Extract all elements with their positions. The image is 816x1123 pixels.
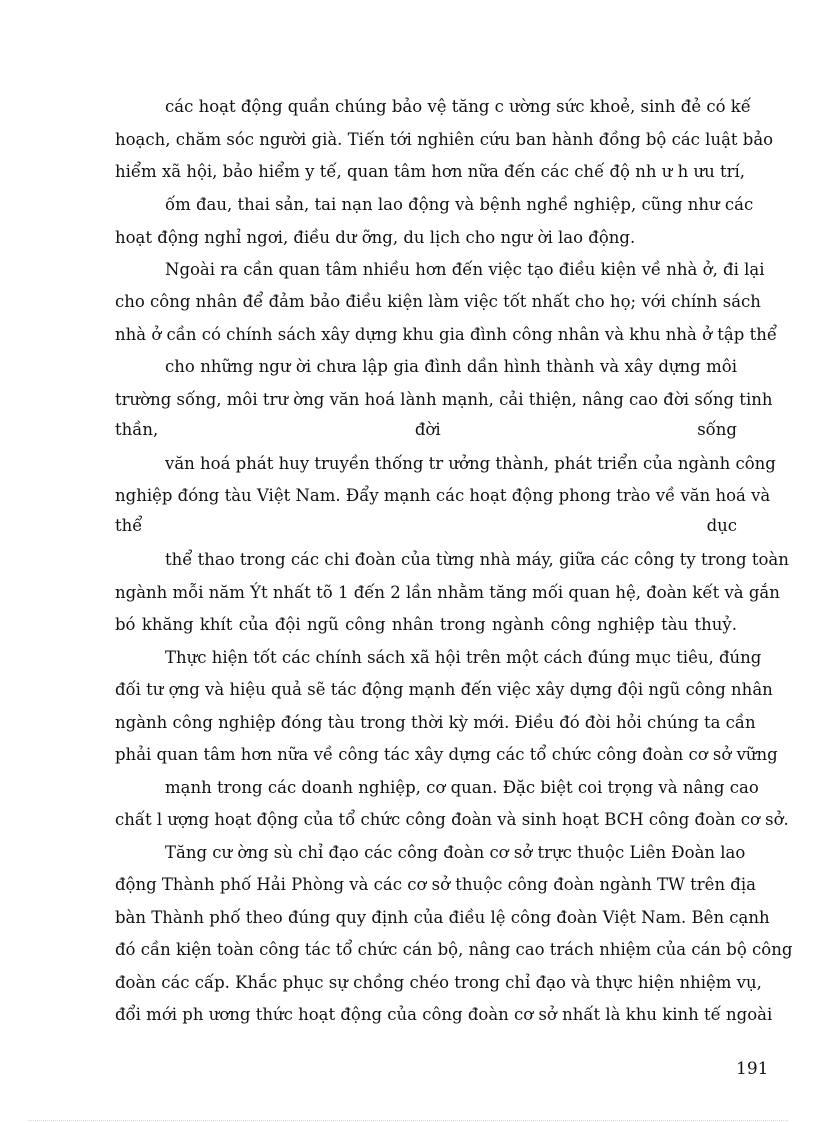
body-text-line: đoàn các cấp. Khắc phục sự chồng chéo trong chỉ đạo và thực hiện nhiệm vụ, — [115, 973, 762, 992]
spread-text-line — [115, 516, 737, 536]
body-text-line: các hoạt động quần chúng bảo vệ tăng c ường sức khoẻ, sinh đẻ có kế — [165, 97, 751, 116]
body-text-line: trường sống, môi trư ờng văn hoá lành mạnh, cải thiện, nâng cao đời sống tinh — [115, 390, 773, 409]
body-text-line: cho công nhân để đảm bảo điều kiện làm việc tốt nhất cho họ; với chính sách — [115, 292, 761, 311]
body-text-line: đối tư ợng và hiệu quả sẽ tác động mạnh đến việc xây dựng đội ngũ công nhân — [115, 680, 773, 699]
body-text-line: nghiệp đóng tàu Việt Nam. Đẩy mạnh các hoạt động phong trào về văn hoá và — [115, 486, 771, 505]
body-text-line: bó khăng khít của đội ngũ công nhân trong ngành công nghiệp tàu thuỷ. — [115, 615, 737, 634]
word: sống — [697, 420, 737, 439]
body-text-line: nhà ở cần có chính sách xây dựng khu gia đình công nhân và khu nhà ở tập thể — [115, 325, 777, 344]
body-text-line: thể thao trong các chi đoàn của từng nhà máy, giữa các công ty trong toàn — [165, 550, 789, 569]
body-text-line: văn hoá phát huy truyền thống tr ưởng thành, phát triển của ngành công — [165, 454, 776, 473]
body-text-line: Ngoài ra cần quan tâm nhiều hơn đến việc tạo điều kiện về nhà ở, đi lại — [165, 260, 765, 279]
page-number: 191 — [736, 1059, 769, 1079]
body-text-line: hoạch, chăm sóc người già. Tiến tới nghiên cứu ban hành đồng bộ các luật bảo — [115, 130, 774, 149]
body-text-line: ngành công nghiệp đóng tàu trong thời kỳ mới. Điều đó đòi hỏi chúng ta cần — [115, 713, 756, 732]
body-text-line: Tăng cư ờng sù chỉ đạo các công đoàn cơ sở trực thuộc Liên Đoàn lao — [165, 843, 746, 862]
body-text-line: phải quan tâm hơn nữa về công tác xây dựng các tổ chức công đoàn cơ sở vững — [115, 745, 778, 764]
word: đời — [414, 420, 441, 439]
body-text-line: hoạt động nghỉ ngơi, điều dư ỡng, du lịch cho ngư ời lao động. — [115, 228, 636, 247]
word: thể — [115, 516, 143, 535]
body-text-line: đổi mới ph ương thức hoạt động của công đoàn cơ sở nhất là khu kinh tế ngoài — [115, 1005, 773, 1024]
body-text-line: ngành mỗi năm Ýt nhất tõ 1 đến 2 lần nhằm tăng mối quan hệ, đoàn kết và gắn — [115, 583, 780, 602]
word: thần, — [115, 420, 159, 439]
body-text-line: Thực hiện tốt các chính sách xã hội trên một cách đúng mục tiêu, đúng — [165, 648, 762, 667]
body-text-line: đó cần kiện toàn công tác tổ chức cán bộ, nâng cao trách nhiệm của cán bộ công — [115, 940, 793, 959]
body-text-line: chất l ượng hoạt động của tổ chức công đoàn và sinh hoạt BCH công đoàn cơ sở. — [115, 810, 789, 829]
spread-text-line — [115, 420, 737, 440]
word: dục — [706, 516, 737, 535]
body-text-line: ốm đau, thai sản, tai nạn lao động và bệnh nghề nghiệp, cũng như các — [165, 195, 754, 214]
body-text-line: mạnh trong các doanh nghiệp, cơ quan. Đặc biệt coi trọng và nâng cao — [165, 778, 759, 797]
body-text-line: cho những ngư ời chưa lập gia đình dần hình thành và xây dựng môi — [165, 357, 737, 376]
body-text-line: bàn Thành phố theo đúng quy định của điều lệ công đoàn Việt Nam. Bên cạnh — [115, 908, 770, 927]
body-text-line: hiểm xã hội, bảo hiểm y tế, quan tâm hơn nữa đến các chế độ nh ư h ưu trí, — [115, 162, 745, 181]
body-text-line: động Thành phố Hải Phòng và các cơ sở thuộc công đoàn ngành TW trên địa — [115, 875, 756, 894]
footer-divider — [28, 1120, 788, 1121]
